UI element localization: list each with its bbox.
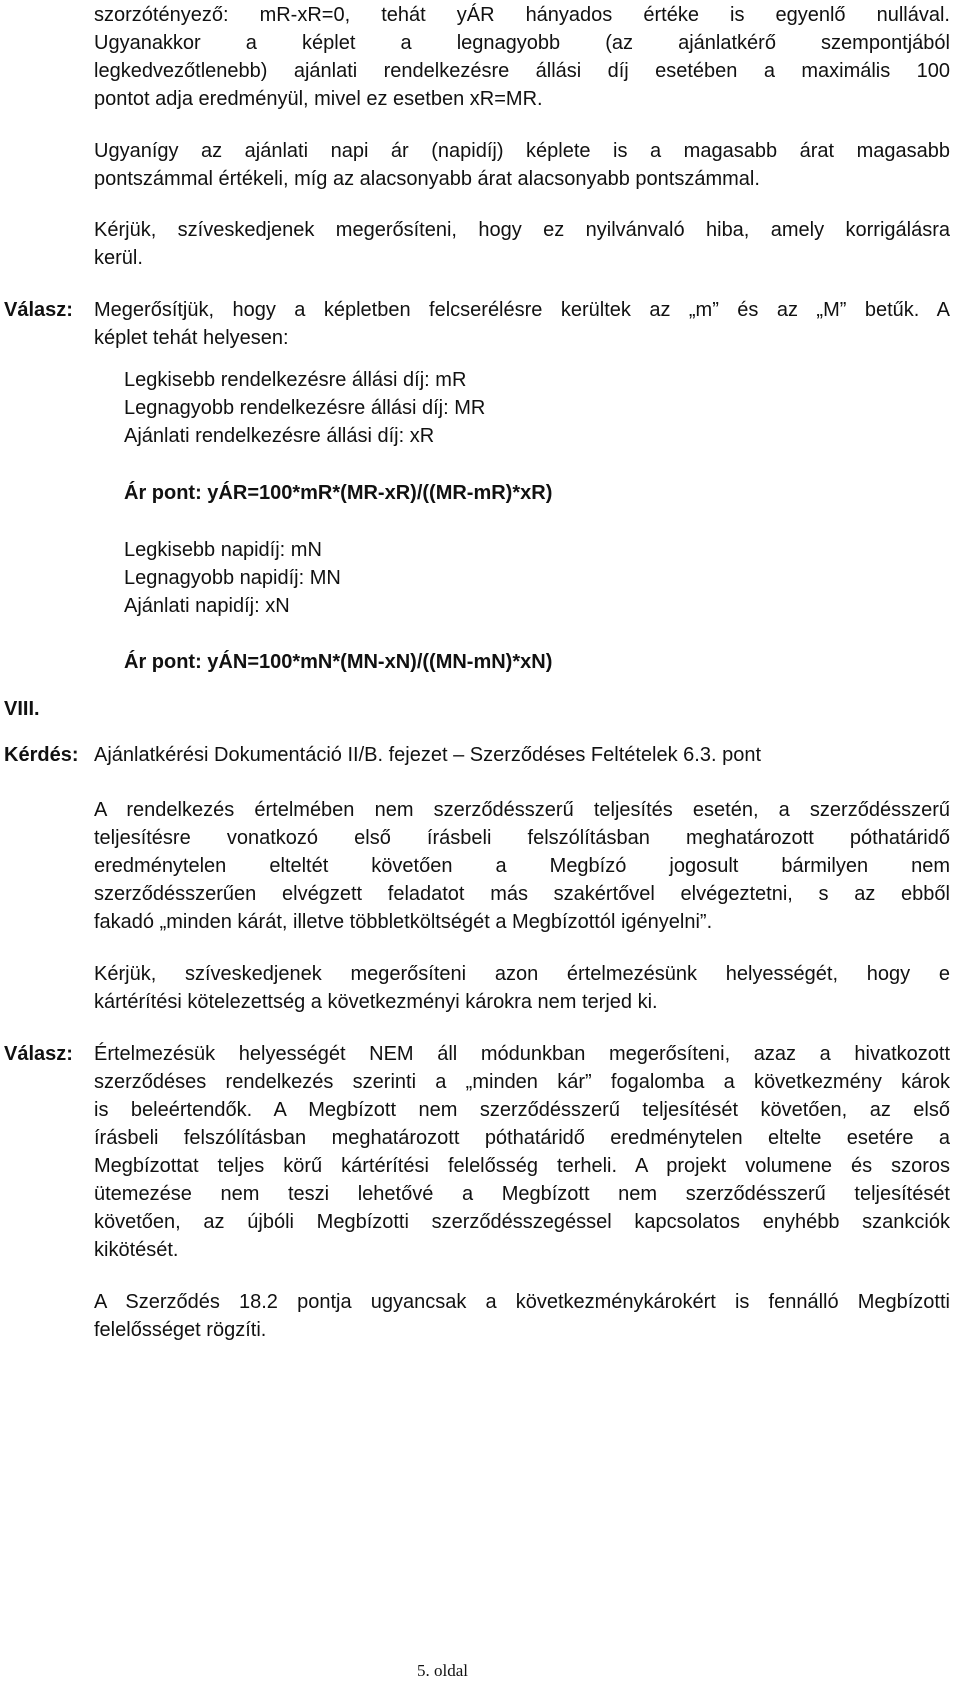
formula-definition: Legkisebb rendelkezésre állási díj: mR [124,369,467,391]
paragraph-line: kerül. [94,247,143,269]
paragraph-line: kártérítési kötelezettség a következményi károkra nem terjed ki. [94,991,658,1013]
paragraph-line: pontot adja eredményül, mivel ez esetben xR=MR. [94,88,543,110]
paragraph-line: A Szerződés 18.2 pontja ugyancsak a következménykárokért is fennálló Megbízotti [94,1291,950,1313]
answer-line: szerződéses rendelkezés szerinti a „minden kár” fogalomba a következmény károk [94,1071,950,1093]
paragraph-line: Ugyanakkor a képlet a legnagyobb (az ajánlatkérő szempontjából [94,32,950,54]
question-label: Kérdés: [4,744,79,766]
formula-definition: Legnagyobb napidíj: MN [124,567,341,589]
paragraph-line: A rendelkezés értelmében nem szerződésszerű teljesítés esetén, a szerződésszerű [94,799,950,821]
question-text: Ajánlatkérési Dokumentáció II/B. fejezet – Szerződéses Feltételek 6.3. pont [94,744,762,766]
answer-line: kikötését. [94,1239,179,1261]
answer-line: ütemezése nem teszi lehetővé a Megbízott nem szerződésszerű teljesítését [94,1183,950,1205]
answer-line: is beleértendők. A Megbízott nem szerződésszerű teljesítését követően, az első [94,1099,950,1121]
paragraph-line: szerződésszerűen elvégzett feladatot más szakértővel elvégeztetni, s az ebből [94,883,950,905]
formula-definition: Ajánlati napidíj: xN [124,595,290,617]
price-point-formula: Ár pont: yÁN=100*mN*(MN-xN)/((MN-mN)*xN) [124,651,553,673]
section-number: VIII. [4,698,40,720]
paragraph-line: szorzótényező: mR-xR=0, tehát yÁR hányados értéke is egyenlő nullával. [94,4,950,26]
answer-line: Megerősítjük, hogy a képletben felcserélésre kerültek az „m” és az „M” betűk. A [94,299,950,321]
answer-line: képlet tehát helyesen: [94,327,289,349]
paragraph-line: eredménytelen elteltét követően a Megbízó jogosult bármilyen nem [94,855,950,877]
answer-label: Válasz: [4,1043,73,1065]
paragraph-line: legkedvezőtlenebb) ajánlati rendelkezésre állási díj esetében a maximális 100 [94,60,950,82]
formula-definition: Legkisebb napidíj: mN [124,539,322,561]
answer-line: követően, az újbóli Megbízotti szerződésszegéssel kapcsolatos enyhébb szankciók [94,1211,950,1233]
answer-line: Értelmezésük helyességét NEM áll módunkban megerősíteni, azaz a hivatkozott [94,1043,950,1065]
paragraph-line: Kérjük, szíveskedjenek megerősíteni, hogy ez nyilvánvaló hiba, amely korrigálásra [94,219,950,241]
price-point-formula: Ár pont: yÁR=100*mR*(MR-xR)/((MR-mR)*xR) [124,482,553,504]
paragraph-line: pontszámmal értékeli, míg az alacsonyabb árat alacsonyabb pontszámmal. [94,168,760,190]
paragraph-line: teljesítésre vonatkozó első írásbeli felszólításban meghatározott póthatáridő [94,827,950,849]
formula-definition: Legnagyobb rendelkezésre állási díj: MR [124,397,486,419]
paragraph-line: Ugyanígy az ajánlati napi ár (napidíj) képlete is a magasabb árat magasabb [94,140,950,162]
page-number: 5. oldal [417,1661,468,1680]
answer-label: Válasz: [4,299,73,321]
answer-line: Megbízottat teljes körű kártérítési felelősség terheli. A projekt volumene és szoros [94,1155,950,1177]
answer-line: írásbeli felszólításban meghatározott póthatáridő eredménytelen elteltе esetére a [94,1127,950,1149]
paragraph-line: felelősséget rögzíti. [94,1319,267,1341]
paragraph-line: fakadó „minden kárát, illetve többletköltségét a Megbízottól igényelni”. [94,911,713,933]
formula-definition: Ajánlati rendelkezésre állási díj: xR [124,425,435,447]
paragraph-line: Kérjük, szíveskedjenek megerősíteni azon értelmezésünk helyességét, hogy e [94,963,950,985]
